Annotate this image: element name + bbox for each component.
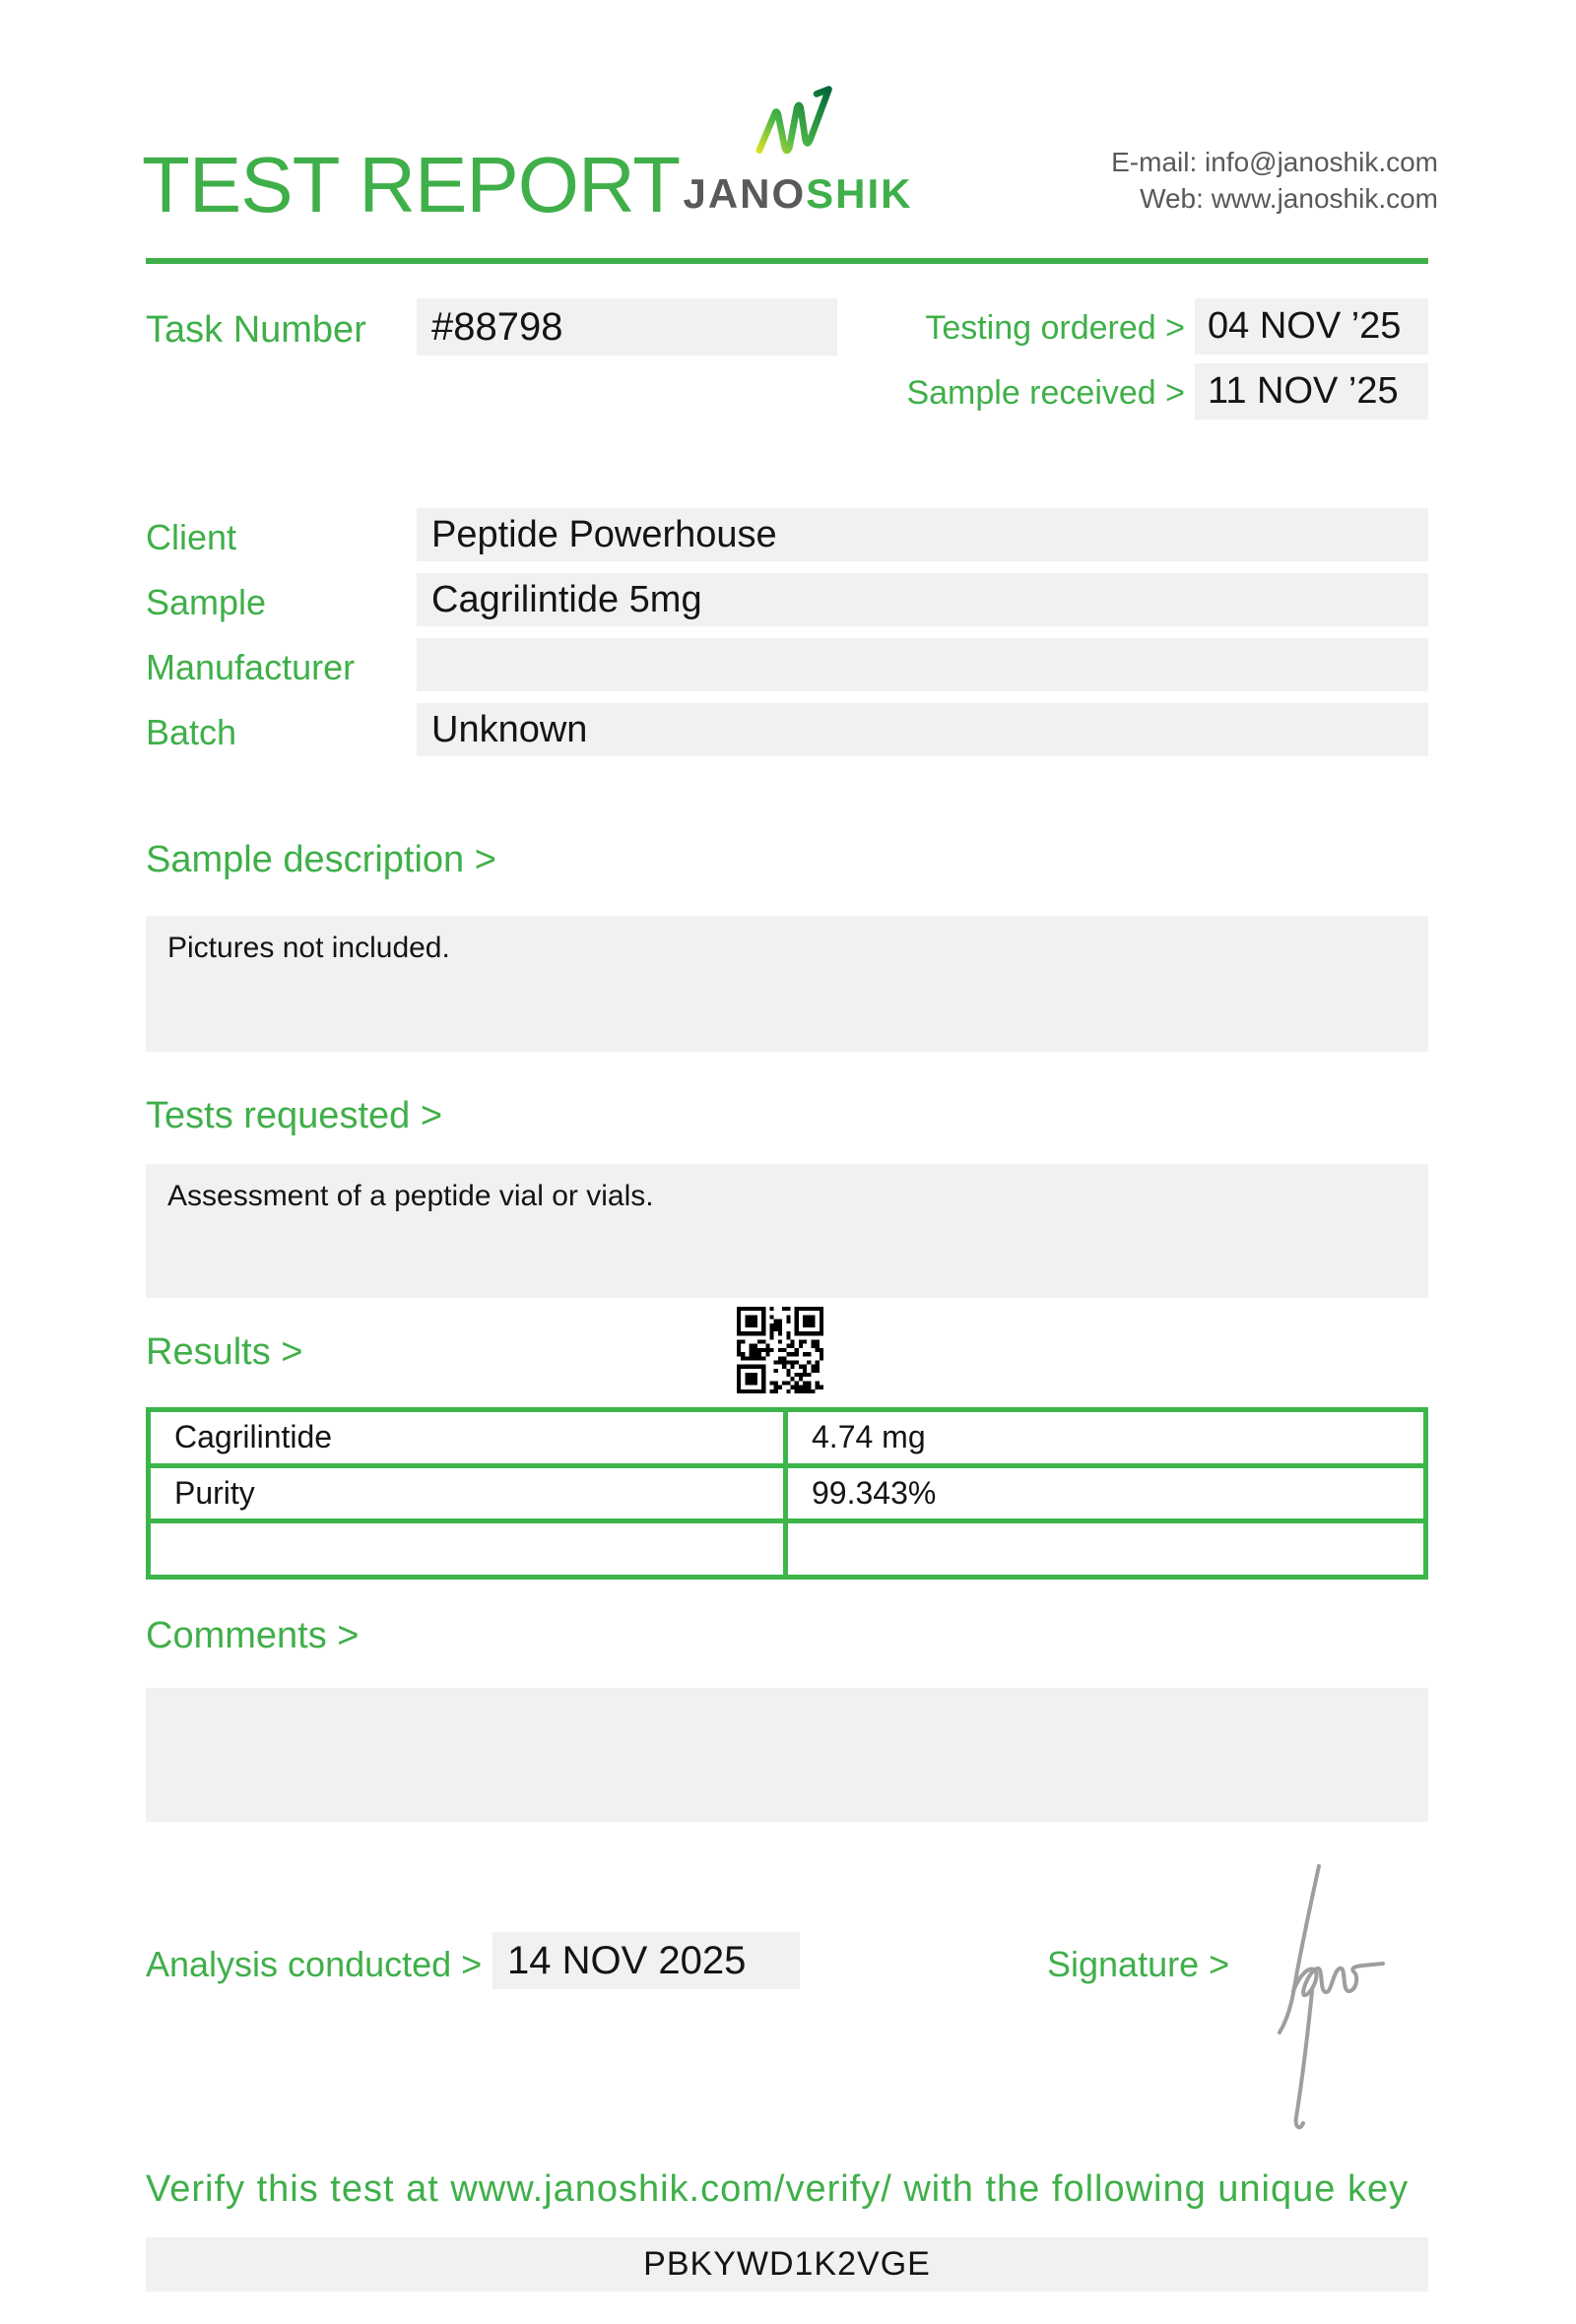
result-value-cell: 4.74 mg <box>812 1419 926 1455</box>
result-value-cell: 99.343% <box>812 1475 937 1511</box>
logo-word-shik: SHIK <box>806 170 913 217</box>
contact-email: E-mail: info@janoshik.com <box>1111 147 1438 177</box>
testing-ordered-label: Testing ordered > <box>925 309 1185 347</box>
contact-info <box>1111 144 1438 217</box>
verify-key: PBKYWD1K2VGE <box>146 2237 1428 2292</box>
contact-web: Web: www.janoshik.com <box>1140 183 1438 214</box>
comments-heading: Comments > <box>146 1615 360 1656</box>
result-name-cell: Purity <box>151 1468 788 1519</box>
client-value: Peptide Powerhouse <box>417 508 1428 561</box>
verify-instruction: Verify this test at www.janoshik.com/verify/ with the following unique key <box>146 2168 1410 2210</box>
growth-chart-arrow-icon <box>749 82 847 162</box>
page-title: TEST REPORT <box>142 141 681 228</box>
tests-requested-box: Assessment of a peptide vial or vials. <box>146 1164 1428 1298</box>
result-name-cell: Cagrilintide <box>151 1412 788 1463</box>
analysis-conducted-label: Analysis conducted > <box>146 1944 483 1984</box>
sample-received-label: Sample received > <box>906 374 1185 412</box>
manufacturer-label: Manufacturer <box>146 647 356 687</box>
result-name-cell <box>151 1523 788 1575</box>
logo-wordmark <box>680 170 916 218</box>
manufacturer-value <box>417 638 1428 691</box>
sample-received-value: 11 NOV ’25 <box>1195 363 1428 420</box>
results-table <box>146 1407 1428 1580</box>
signature-scribble <box>1251 1843 1423 2139</box>
janoshik-logo <box>680 82 916 218</box>
batch-label: Batch <box>146 712 237 752</box>
signature-label: Signature > <box>1047 1944 1230 1984</box>
batch-value: Unknown <box>417 703 1428 756</box>
testing-ordered-value: 04 NOV ’25 <box>1195 298 1428 355</box>
sample-label: Sample <box>146 582 267 622</box>
qr-code <box>737 1304 823 1396</box>
task-number-value: #88798 <box>417 298 837 355</box>
sample-description-box: Pictures not included. <box>146 916 1428 1052</box>
table-row <box>151 1412 1423 1463</box>
tests-requested-heading: Tests requested > <box>146 1095 443 1136</box>
results-heading: Results > <box>146 1331 303 1373</box>
result-value-cell <box>788 1523 1423 1575</box>
task-number-label: Task Number <box>146 309 366 351</box>
analysis-date-value: 14 NOV 2025 <box>492 1932 800 1989</box>
table-row <box>151 1518 1423 1575</box>
header-divider <box>146 258 1428 264</box>
table-row <box>151 1463 1423 1519</box>
sample-description-heading: Sample description > <box>146 839 496 880</box>
logo-word-jano: JANO <box>683 170 807 217</box>
client-label: Client <box>146 517 237 557</box>
sample-value: Cagrilintide 5mg <box>417 573 1428 626</box>
comments-box <box>146 1688 1428 1822</box>
